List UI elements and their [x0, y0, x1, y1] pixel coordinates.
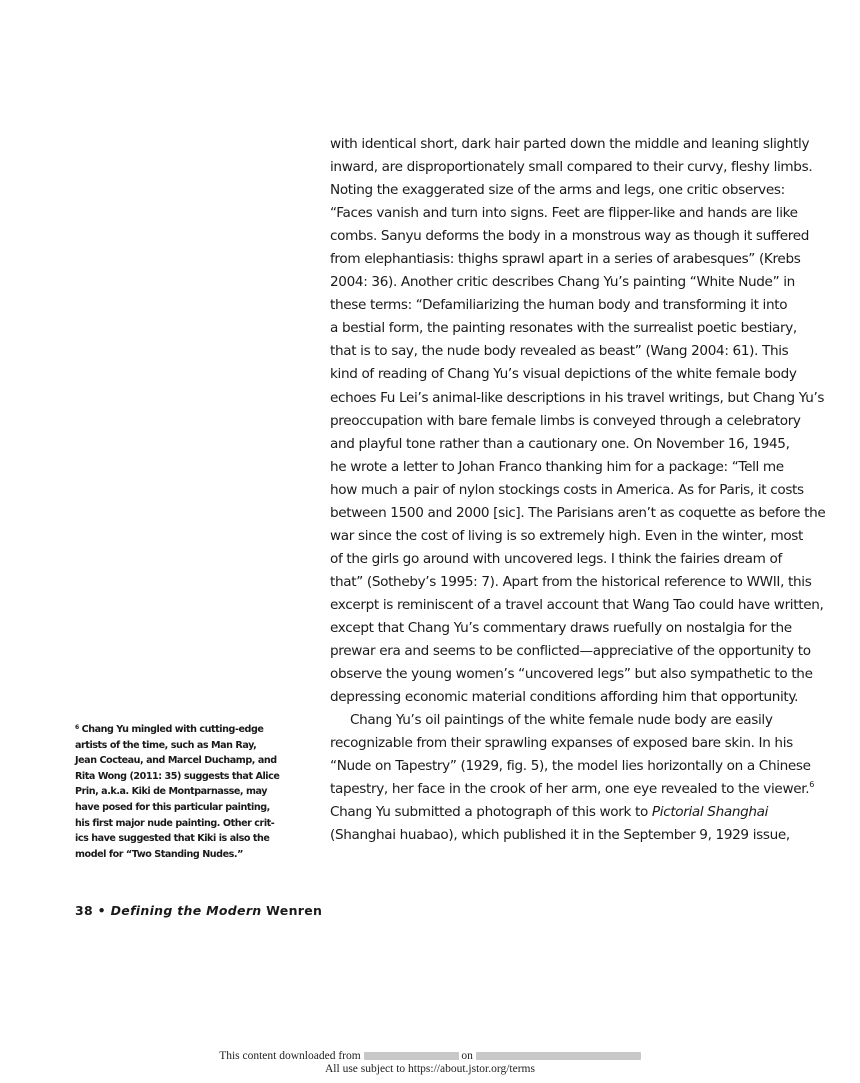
text-line	[330, 778, 814, 801]
line-text: “Nude on Tapestry” (1929, fig. 5), the model lies horizontally on a Chinese	[330, 758, 811, 775]
text-line	[330, 548, 782, 571]
text-line	[330, 133, 810, 156]
text-line	[330, 248, 801, 271]
line-text: he wrote a letter to Johan Franco thanking him for a package: “Tell me	[330, 458, 784, 475]
folio-separator: •	[97, 903, 106, 918]
text-line	[330, 502, 826, 525]
text-line	[330, 456, 784, 479]
text-line	[330, 663, 813, 686]
line-text: preoccupation with bare female limbs is conveyed through a celebratory	[330, 412, 801, 429]
line-text: and playful tone rather than a cautionary one. On November 16, 1945,	[330, 435, 790, 452]
line-text: between 1500 and 2000 [sic]. The Parisians aren’t as coquette as before the	[330, 504, 826, 521]
text-line	[330, 433, 790, 456]
book-title-roman: Wenren	[266, 903, 323, 918]
line-text: Chang Yu submitted a photograph of this work to	[330, 804, 652, 821]
footnote-line: Prin, a.k.a. Kiki de Montparnasse, may	[75, 786, 268, 798]
footnote-line: Jean Cocteau, and Marcel Duchamp, and	[75, 755, 277, 767]
line-text: Noting the exaggerated size of the arms and legs, one critic observes:	[330, 182, 785, 199]
text-line	[330, 202, 798, 225]
line-text: how much a pair of nylon stockings costs in America. As for Paris, it costs	[330, 481, 804, 498]
text-line	[330, 732, 793, 755]
terms-link[interactable]: All use subject to https://about.jstor.org/terms	[325, 1063, 535, 1075]
line-text: these terms: “Defamiliarizing the human body and transforming it into	[330, 297, 788, 314]
footnote-line: ics have suggested that Kiki is also the	[75, 833, 270, 845]
line-text: kind of reading of Chang Yu’s visual depictions of the white female body	[330, 366, 797, 383]
line-text: tapestry, her face in the crook of her arm, one eye revealed to the viewer.	[330, 781, 810, 798]
download-notice	[0, 1050, 860, 1063]
line-text: combs. Sanyu deforms the body in a monstrous way as though it suffered	[330, 228, 810, 245]
line-text: recognizable from their sprawling expanses of exposed bare skin. In his	[330, 735, 793, 752]
text-line	[330, 571, 812, 594]
text-line	[330, 156, 813, 179]
text-line	[330, 824, 790, 847]
text-line	[330, 363, 797, 386]
text-line	[330, 755, 811, 778]
line-text: “Faces vanish and turn into signs. Feet are flipper-like and hands are like	[330, 205, 798, 222]
text-line	[330, 410, 801, 433]
text-line	[330, 317, 797, 340]
line-text: prewar era and seems to be conflicted—appreciative of the opportunity to	[330, 643, 811, 660]
line-text: that” (Sotheby’s 1995: 7). Apart from the historical reference to WWII, this	[330, 573, 812, 590]
line-text: 2004: 36). Another critic describes Chang Yu’s painting “White Nude” in	[330, 274, 795, 291]
footnote-line: model for “Two Standing Nudes.”	[75, 848, 243, 860]
line-text: a bestial form, the painting resonates with the surrealist poetic bestiary,	[330, 320, 797, 337]
footnote-number: 6	[75, 724, 79, 731]
text-line	[330, 686, 799, 709]
text-line	[330, 387, 825, 410]
text-line	[330, 179, 785, 202]
jstor-footer	[0, 1050, 860, 1076]
book-title-italic: Defining the Modern	[110, 903, 262, 918]
text-line	[330, 294, 788, 317]
line-text: from elephantiasis: thighs sprawl apart in a series of arabesques” (Krebs	[330, 251, 801, 268]
line-text: inward, are disproportionately small compared to their curvy, fleshy limbs.	[330, 159, 813, 176]
line-text: except that Chang Yu’s commentary draws ruefully on nostalgia for the	[330, 619, 792, 636]
footnote-reference[interactable]: 6	[809, 780, 814, 790]
italic-title: Pictorial Shanghai	[651, 804, 769, 821]
line-text: of the girls go around with uncovered legs. I think the fairies dream of	[330, 550, 782, 567]
line-text: (Shanghai huabao), which published it in the September 9, 1929 issue,	[330, 827, 790, 844]
text-line	[330, 709, 773, 732]
line-text: with identical short, dark hair parted down the middle and leaning slightly	[330, 136, 810, 152]
text-line	[330, 640, 811, 663]
page-folio	[75, 903, 322, 918]
line-text: echoes Fu Lei’s animal-like descriptions in his travel writings, but Chang Yu’s	[330, 389, 825, 406]
body-text	[330, 133, 826, 847]
download-prefix: This content downloaded from	[219, 1050, 361, 1062]
line-text: that is to say, the nude body revealed as beast” (Wang 2004: 61). This	[330, 343, 789, 360]
page-number: 38	[75, 903, 93, 918]
text-line	[330, 594, 824, 617]
redacted-ip	[364, 1052, 459, 1060]
line-text: war since the cost of living is so extremely high. Even in the winter, most	[330, 527, 804, 544]
line-text: excerpt is reminiscent of a travel account that Wang Tao could have written,	[330, 596, 824, 613]
text-line	[330, 617, 792, 640]
line-text: Chang Yu’s oil paintings of the white female nude body are easily	[350, 712, 773, 729]
text-line	[330, 479, 804, 502]
line-text: depressing economic material conditions affording him that opportunity.	[330, 689, 799, 706]
redacted-timestamp	[476, 1052, 641, 1060]
text-line	[330, 525, 804, 548]
download-on: on	[461, 1050, 473, 1062]
footnote-line: have posed for this particular painting,	[75, 801, 270, 813]
text-line	[330, 225, 810, 248]
footnote-line: Chang Yu mingled with cutting-edge	[81, 724, 264, 735]
footnote-line: artists of the time, such as Man Ray,	[75, 739, 257, 751]
footnote-line: Rita Wong (2011: 35) suggests that Alice	[75, 770, 280, 782]
footnote-line: his first major nude painting. Other crit-	[75, 817, 275, 829]
text-line	[330, 801, 769, 824]
footnote-6	[75, 722, 295, 862]
text-line	[330, 271, 795, 294]
line-text: observe the young women’s “uncovered legs” but also sympathetic to the	[330, 666, 813, 683]
text-line	[330, 340, 789, 363]
